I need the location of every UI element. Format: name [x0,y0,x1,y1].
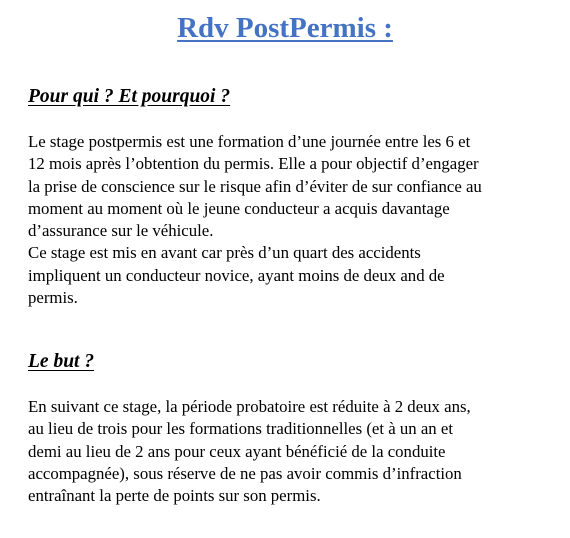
paragraph-line: permis. [28,288,78,308]
section-paragraph-pour-qui [28,131,548,309]
section-paragraph-le-but [28,396,548,507]
paragraph-line: Le stage postpermis est une formation d’une journée entre les 6 et [28,132,471,151]
paragraph-line: la prise de conscience sur le risque afin d’éviter de sur confiance au [28,176,482,196]
paragraph-line: demi au lieu de 2 ans pour ceux ayant bénéficié de la conduite [28,441,446,461]
paragraph-line: accompagnée), sous réserve de ne pas avoir commis d’infraction [28,463,462,483]
section-heading-pour-qui: Pour qui ? Et pourquoi ? [28,86,231,107]
section-heading-le-but: Le but ? [28,351,95,372]
paragraph-line: En suivant ce stage, la période probatoire est réduite à 2 deux ans, [28,397,471,416]
paragraph-line: impliquent un conducteur novice, ayant moins de deux and de [28,265,445,285]
paragraph-line: au lieu de trois pour les formations traditionnelles (et à un an et [28,419,454,439]
document-title: Rdv PostPermis : [177,12,393,44]
paragraph-line: d’assurance sur le véhicule. [28,221,214,241]
paragraph-line: 12 mois après l’obtention du permis. Elle a pour objectif d’engager [28,154,479,174]
paragraph-line: moment au moment où le jeune conducteur a acquis davantage [28,198,450,218]
paragraph-line: Ce stage est mis en avant car près d’un quart des accidents [28,243,421,263]
paragraph-line: entraînant la perte de points sur son permis. [28,486,321,506]
